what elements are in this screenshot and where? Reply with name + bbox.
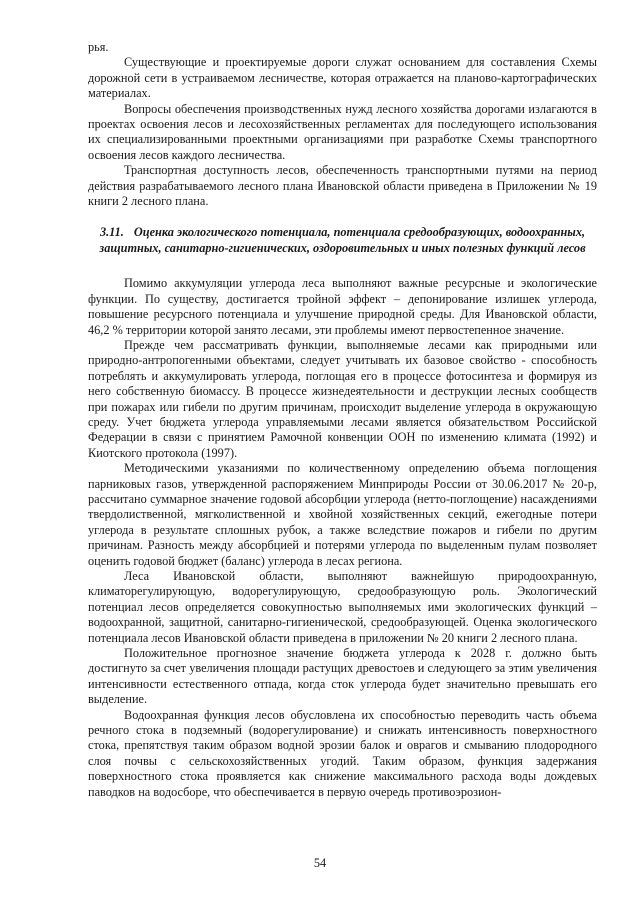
- body-paragraph: Вопросы обеспечения производственных нужд лесного хозяйства дорогами излагаются в проектах освоения лесов и лесохозяйственных регламентах для последующего использования их специализированными проектными организациями при разработке Схемы транспортного освоения лесов каждого лесничества.: [88, 101, 597, 162]
- page-number: 54: [313, 856, 327, 870]
- body-paragraph: Помимо аккумуляции углерода леса выполняют важные ресурсные и экологические функции. По существу, достигается тройной эффект – депонирование излишек углерода, повышение ресурсного потенциала и улучшение природной среды. Для Ивановской области, 46,2 % территории которой занято лесами, эти проблемы имеют первостепенное значение.: [88, 276, 597, 337]
- body-paragraph: Прежде чем рассматривать функции, выполняемые лесами как природными или природно-антропогенными объектами, следует учитывать их базовое свойство - способность потреблять и аккумулировать углерода, поглощая его в процессе фотосинтеза и формируя из него собственную биомассу. В процессе жизнедеятельности и деструкции лесных сообществ при пожарах или гибели по другим причинам, происходит выделение углерода в окружающую среду. Учет бюджета углерода управляемыми лесами является обязательством Российской Федерации в связи с принятием Рамочной конвенции ООН по изменению климата (1992) и Киотского протокола (1997).: [88, 337, 597, 460]
- section-title: Оценка экологического потенциала, потенциала средообразующих, водоохранных, защитных, санитарно-гигиенических, оздоровительных и иных полезных функций лесов: [99, 225, 586, 255]
- body-paragraph: Методическими указаниями по количественному определению объема поглощения парниковых газов, утвержденной распоряжением Минприроды России от 30.06.2017 № 20-р, рассчитано суммарное значение годовой абсорбции углерода (нетто-поглощение) насаждениями твердолиственной, мягколиственной и хвойной хозяйственных секций, ежегодные потери углерода в результате сплошных рубок, а также вследствие пожаров и гибели по другим причинам. Разность между абсорбцией и потерями углерода по выделенным пулам позволяет оценить годовой бюджет (баланс) углерода в лесах региона.: [88, 461, 597, 568]
- body-paragraph: Существующие и проектируемые дороги служат основанием для составления Схемы дорожной сети в устраиваемом лесничестве, которая отражается на планово-картографических материалах.: [88, 55, 597, 101]
- body-paragraph: Водоохранная функция лесов обусловлена их способностью переводить часть объема речного стока в подземный (водорегулирование) и снижать интенсивность поверхностного стока, препятствуя таким образом водной эрозии балок и оврагов и смыванию плодородного слоя почвы с сельскохозяйственных угодий. Таким образом, функция задержания поверхностного стока проявляется как снижение максимального расхода воды дождевых паводков на водосборе, что обеспечивается в первую очередь противоэрозион-: [88, 707, 597, 799]
- continued-text: рья.: [88, 40, 109, 54]
- body-paragraph: Положительное прогнозное значение бюджета углерода к 2028 г. должно быть достигнуто за счет увеличения площади растущих древостоев и следующего за этим увеличения интенсивности естественного отпада, когда сток углерода будет значительно превышать его выделение.: [88, 646, 597, 707]
- section-number: 3.11.: [99, 225, 124, 240]
- page-body: [88, 40, 597, 800]
- section-heading: [88, 225, 597, 256]
- body-paragraph: Транспортная доступность лесов, обеспеченность транспортными путями на период действия разрабатываемого лесного плана Ивановской области приведена в Приложении № 19 книги 2 лесного плана.: [88, 163, 597, 209]
- body-paragraph: Леса Ивановской области, выполняют важнейшую природоохранную, климаторегулирующую, водорегулирующую, средообразующую роль. Экологический потенциал лесов определяется совокупностью выполняемых ими экологических функций – водоохранной, защитной, санитарно-гигиенической, средообразующей. Оценка экологического потенциала лесов Ивановской области приведена в приложении № 20 книги 2 лесного плана.: [88, 569, 597, 645]
